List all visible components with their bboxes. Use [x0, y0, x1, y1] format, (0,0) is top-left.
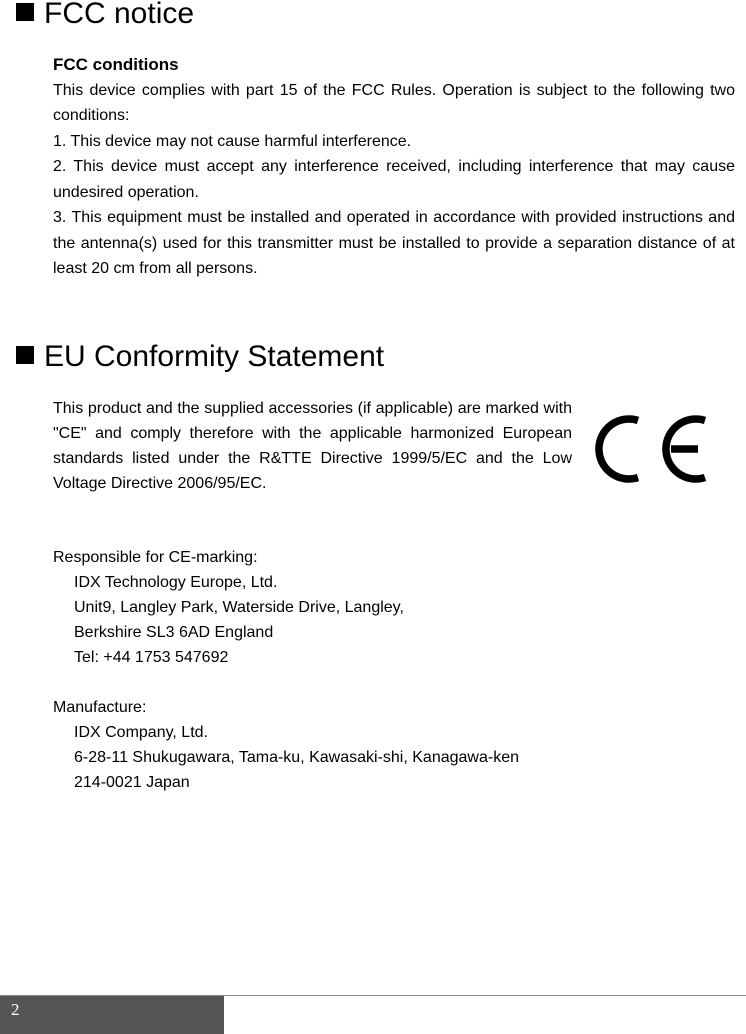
- ce-marking-address-line-2: Berkshire SL3 6AD England: [74, 624, 274, 641]
- fcc-condition-2: 2. This device must accept any interference received, including interference that may cause undesired operation.: [53, 158, 735, 201]
- fcc-condition-1: 1. This device may not cause harmful interference.: [53, 132, 412, 150]
- fcc-condition-3: 3. This equipment must be installed and operated in accordance with provided instructions and the antenna(s) used for this transmitter must be installed to provide a separation distance of at least 20 cm from all persons.: [53, 209, 735, 277]
- manufacturer-contact: [53, 695, 519, 795]
- ce-marking-phone: Tel: +44 1753 547692: [74, 649, 229, 666]
- manufacturer-label: Manufacture:: [53, 699, 147, 716]
- ce-marking-label: Responsible for CE-marking:: [53, 549, 258, 566]
- manufacturer-address-line-2: 214-0021 Japan: [74, 774, 190, 791]
- square-bullet-icon: [16, 3, 34, 21]
- fcc-conditions-section: [53, 52, 735, 282]
- fcc-notice-title: FCC notice: [44, 0, 195, 30]
- ce-marking-contact: [53, 545, 404, 670]
- eu-conformity-heading: [16, 340, 384, 374]
- fcc-conditions-heading: FCC conditions: [53, 55, 179, 74]
- eu-conformity-title: EU Conformity Statement: [44, 340, 385, 373]
- page-number: 2: [11, 1000, 20, 1019]
- page-number-tab: [0, 996, 224, 1034]
- ce-mark-logo: [593, 407, 713, 491]
- eu-conformity-statement: This product and the supplied accessories (if applicable) are marked with "CE" and comply therefore with the applicable harmonized European standards listed under the R&TTE Directive 1999/5/EC and the Low Voltage Directive 2006/95/EC.: [53, 400, 572, 492]
- manufacturer-address-line-1: 6-28-11 Shukugawara, Tama-ku, Kawasaki-shi, Kanagawa-ken: [74, 749, 519, 766]
- fcc-notice-heading: [16, 0, 194, 31]
- fcc-paragraph-intro: This device complies with part 15 of the FCC Rules. Operation is subject to the following two conditions:: [53, 81, 735, 124]
- ce-marking-company: IDX Technology Europe, Ltd.: [74, 574, 278, 591]
- square-bullet-icon: [16, 346, 34, 364]
- manufacturer-company: IDX Company, Ltd.: [74, 724, 208, 741]
- ce-marking-address-line-1: Unit9, Langley Park, Waterside Drive, Langley,: [74, 599, 404, 616]
